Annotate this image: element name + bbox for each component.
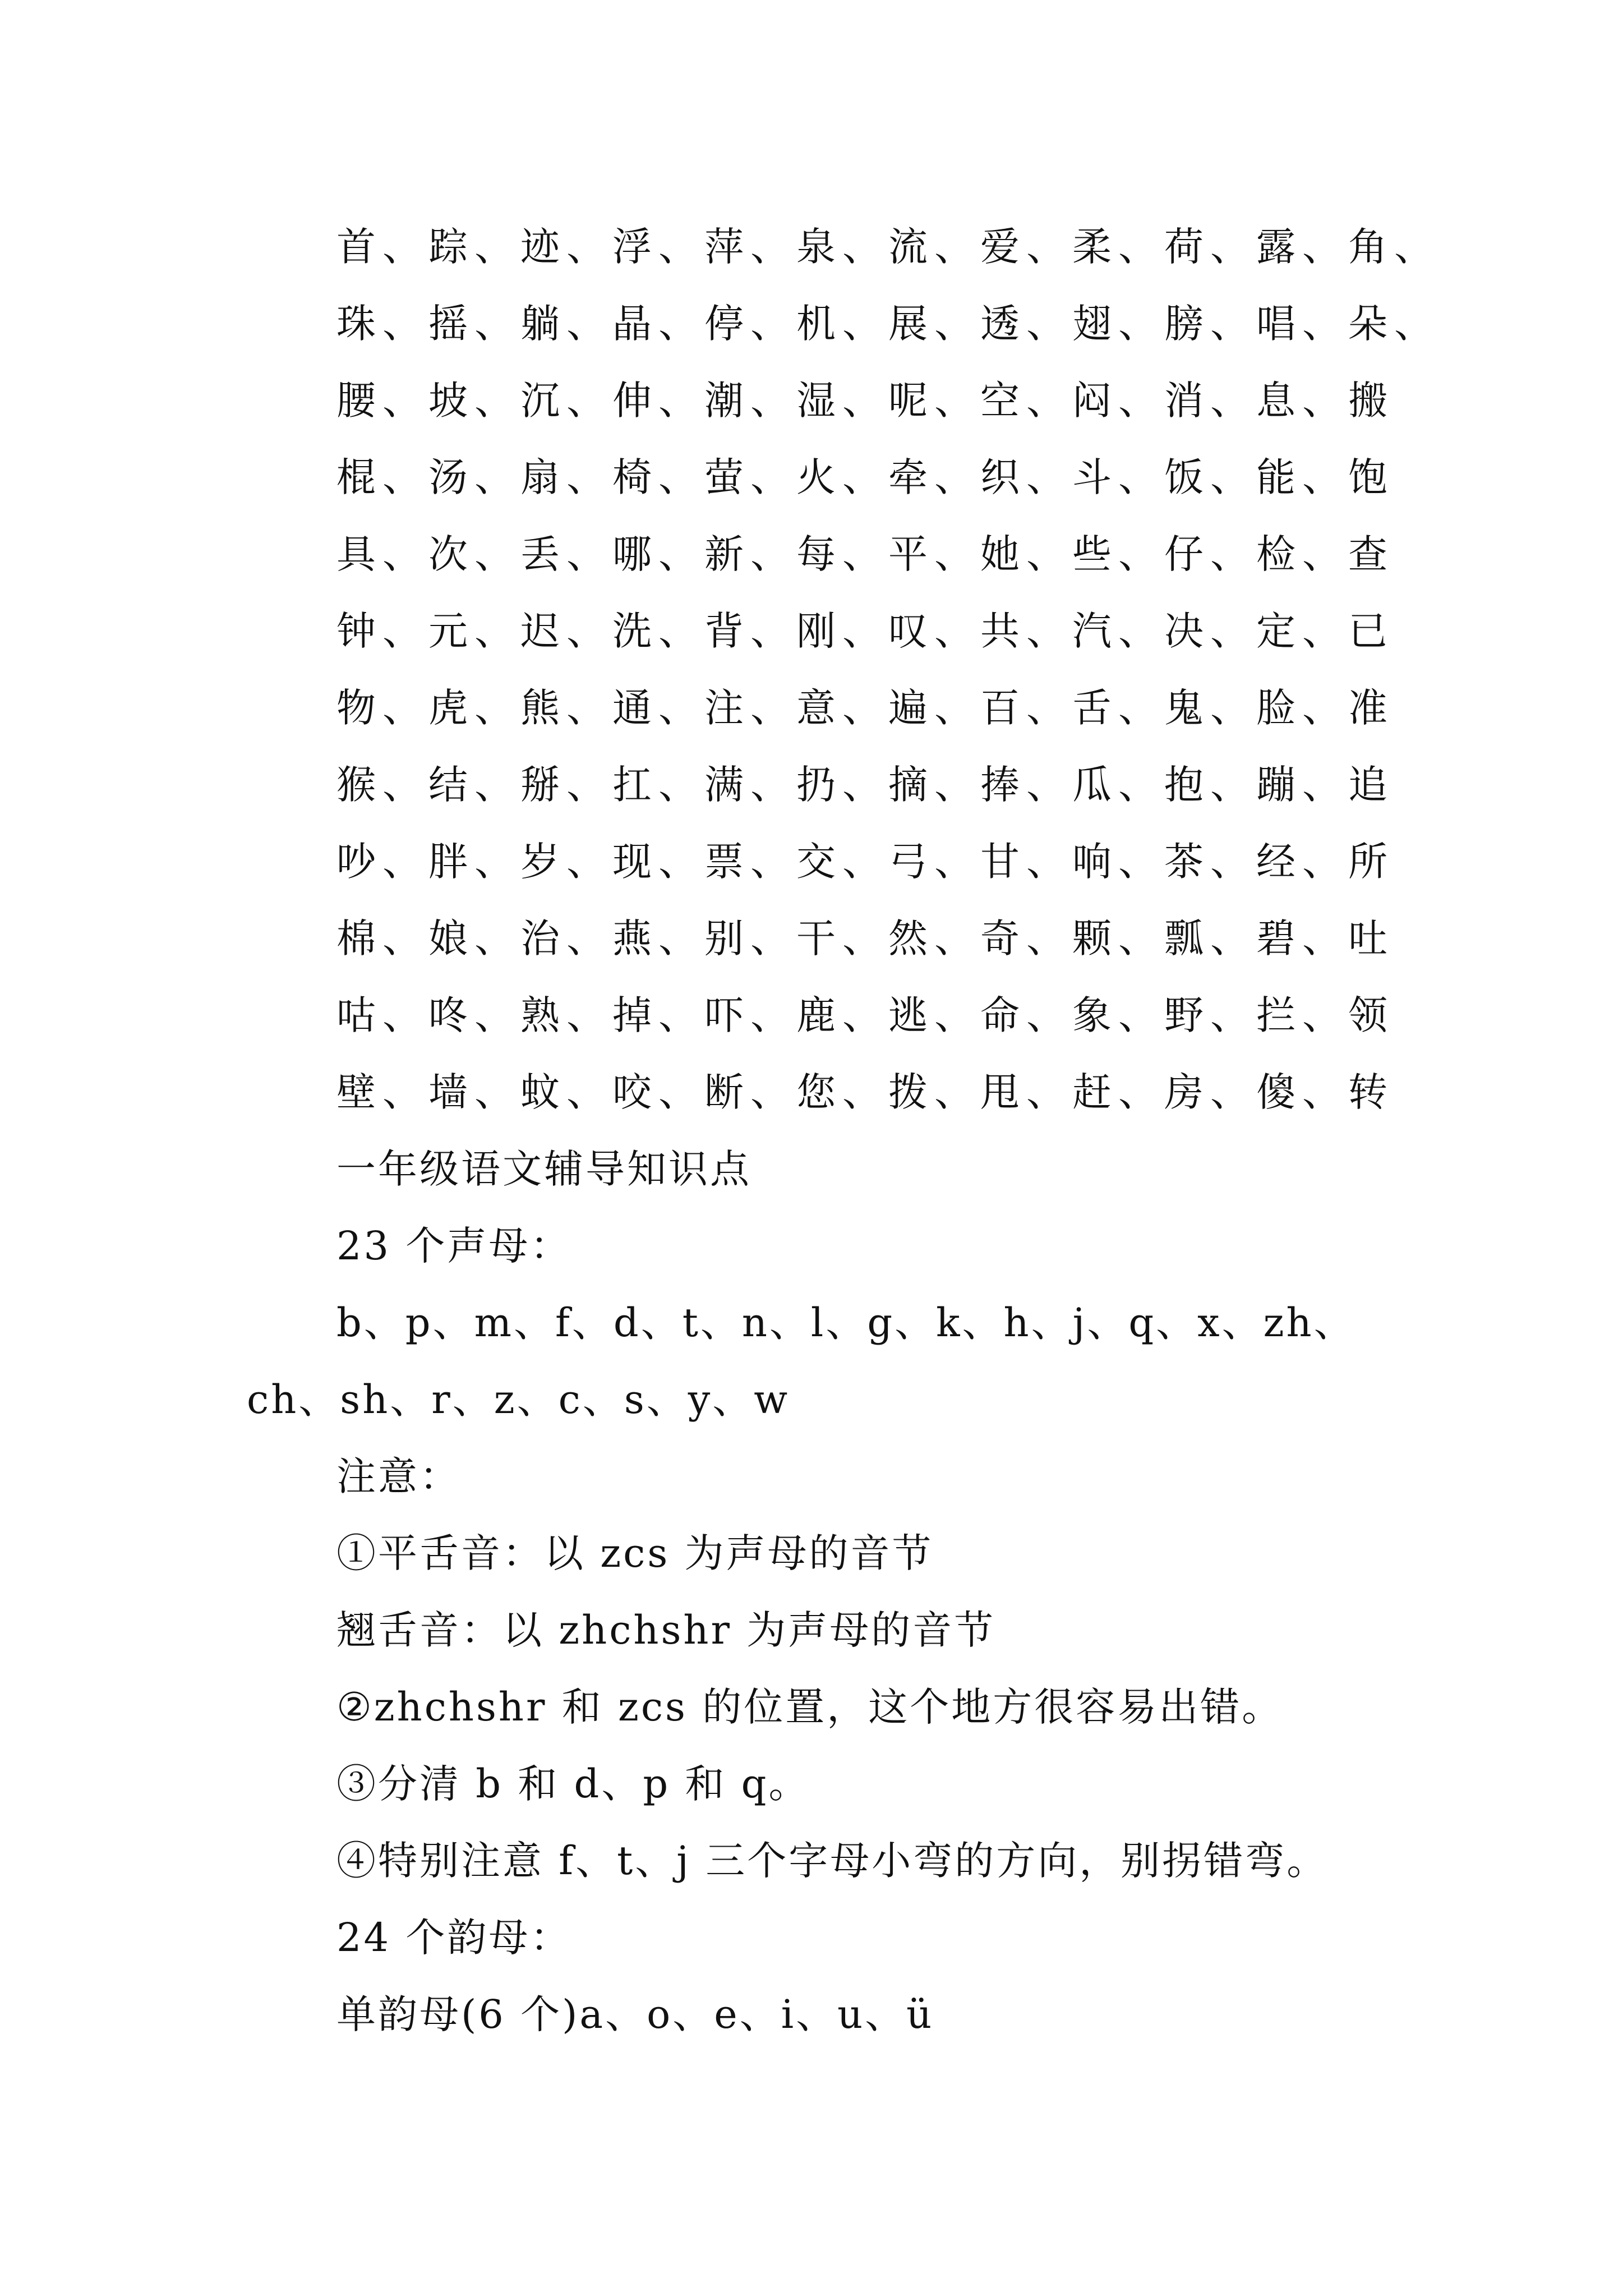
- finals-heading: 24 个韵母：: [336, 1915, 572, 1961]
- initials-heading: 23 个声母：: [336, 1223, 572, 1269]
- character-list-line: 猴、结、掰、扛、满、扔、摘、捧、瓜、抱、蹦、追: [336, 762, 1394, 808]
- character-list-line: 吵、胖、岁、现、票、交、弓、甘、响、茶、经、所: [336, 839, 1394, 885]
- character-list-line: 首、踪、迹、浮、萍、泉、流、爱、柔、荷、露、角、: [336, 224, 1440, 270]
- document-body: [247, 209, 1440, 2053]
- character-list-line: 棉、娘、治、燕、别、干、然、奇、颗、瓢、碧、吐: [336, 915, 1394, 961]
- character-list-line: 物、虎、熊、通、注、意、遍、百、舌、鬼、脸、准: [336, 685, 1394, 731]
- character-list-line: 钟、元、迟、洗、背、刚、叹、共、汽、决、定、已: [336, 608, 1394, 654]
- character-list-line: 腰、坡、沉、伸、潮、湿、呢、空、闷、消、息、搬: [336, 378, 1394, 424]
- note-item: ④特别注意 f、t、j 三个字母小弯的方向，别拐错弯。: [336, 1838, 1329, 1884]
- note-item: 翘舌音：以 zhchshr 为声母的音节: [336, 1607, 996, 1653]
- character-list-line: 珠、摇、躺、晶、停、机、展、透、翅、膀、唱、朵、: [336, 301, 1440, 347]
- note-item: ①平舌音：以 zcs 为声母的音节: [336, 1530, 934, 1576]
- note-heading: 注意：: [336, 1453, 461, 1499]
- character-list-line: 棍、汤、扇、椅、萤、火、牵、织、斗、饭、能、饱: [336, 454, 1394, 500]
- note-item: ②zhchshr 和 zcs 的位置，这个地方很容易出错。: [336, 1684, 1284, 1730]
- character-list-line: 咕、咚、熟、掉、吓、鹿、逃、命、象、野、拦、领: [336, 992, 1394, 1038]
- section-heading: 一年级语文辅导知识点: [336, 1146, 751, 1192]
- character-list-line: 壁、墙、蚊、咬、断、您、拨、甩、赶、房、傻、转: [336, 1069, 1394, 1115]
- initials-list-line: b、p、m、f、d、t、n、l、g、k、h、j、q、x、zh、: [336, 1300, 1355, 1346]
- note-item: ③分清 b 和 d、p 和 q。: [336, 1761, 810, 1807]
- single-finals-line: 单韵母(6 个)a、o、e、i、u、ü: [336, 1991, 934, 2037]
- initials-list-continuation: ch、sh、r、z、c、s、y、w: [247, 1377, 790, 1423]
- character-list-line: 具、次、丢、哪、新、每、平、她、些、仔、检、查: [336, 531, 1394, 577]
